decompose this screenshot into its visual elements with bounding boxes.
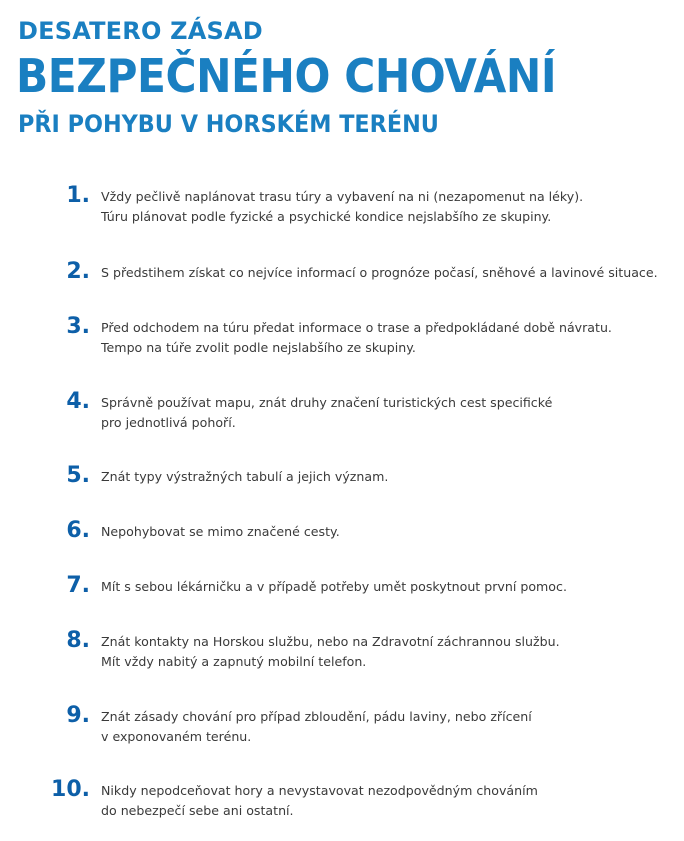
rule-text-line: Znát kontakty na Horskou službu, nebo na Zdravotní záchrannou službu. [101,634,560,649]
rule-text [101,318,612,358]
rule-number: 4. [66,389,90,414]
rule-text-line: Správně používat mapu, znát druhy značení turistických cest specifické [101,395,553,410]
rule-text-line: Nepohybovat se mimo značené cesty. [101,524,340,539]
rule-text-line: Mít vždy nabitý a zapnutý mobilní telefon. [101,654,367,669]
rule-text [101,781,538,821]
rule-number: 1. [66,183,90,208]
rule-text-line: v exponovaném terénu. [101,729,252,744]
rule-text [101,467,388,487]
rule-number: 9. [66,703,90,728]
rule-text-line: Túru plánovat podle fyzické a psychické kondice nejslabšího ze skupiny. [101,209,552,224]
rule-text [101,632,560,672]
rule-text-line: Před odchodem na túru předat informace o trase a předpokládané době návratu. [101,320,612,335]
rule-text [101,393,552,433]
rule-number: 2. [66,259,90,284]
rule-text-line: do nebezpečí sebe ani ostatní. [101,803,294,818]
rule-number: 6. [66,518,90,543]
rule-text-line: Vždy pečlivě naplánovat trasu túry a vybavení na ni (nezapomenut na léky). [101,189,584,204]
heading-line-1: DESATERO ZÁSAD [18,17,263,45]
rule-text-line: Tempo na túře zvolit podle nejslabšího ze skupiny. [101,340,416,355]
rule-text [101,187,583,227]
heading-line-3: PŘI POHYBU V HORSKÉM TERÉNU [18,110,439,138]
rule-number: 7. [66,573,90,598]
rule-text [101,263,658,283]
rule-text-line: S předstihem získat co nejvíce informací o prognóze počasí, sněhové a lavinové situace. [101,265,658,280]
rule-number: 8. [66,628,90,653]
rule-text-line: Nikdy nepodceňovat hory a nevystavovat nezodpovědným chováním [101,783,538,798]
rule-text-line: Znát zásady chování pro případ zbloudění, pádu laviny, nebo zřícení [101,709,532,724]
rule-number: 10. [51,777,90,802]
heading-title: BEZPEČNÉHO CHOVÁNÍ [16,49,557,103]
rule-number: 3. [66,314,90,339]
rule-text-line: Mít s sebou lékárničku a v případě potřeby umět poskytnout první pomoc. [101,579,567,594]
rule-text-line: pro jednotlivá pohoří. [101,415,236,430]
rule-text [101,522,340,542]
rule-text [101,577,567,597]
rule-text [101,707,532,747]
rule-text-line: Znát typy výstražných tabulí a jejich význam. [101,469,389,484]
rule-number: 5. [66,463,90,488]
